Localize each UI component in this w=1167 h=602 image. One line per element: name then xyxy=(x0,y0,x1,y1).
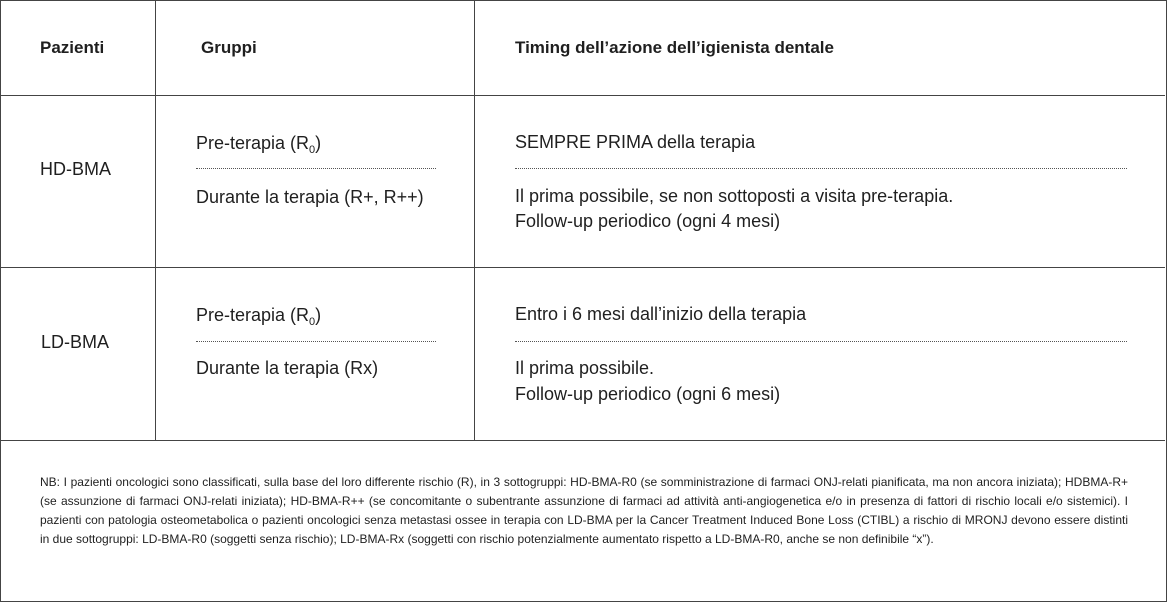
group-during-therapy: Durante la terapia (R+, R++) xyxy=(196,187,424,207)
timing-text: Follow-up periodico (ogni 4 mesi) xyxy=(515,211,781,231)
column-divider-2 xyxy=(474,1,475,440)
group-pre-therapy: Pre-terapia $(R_0)$ xyxy=(196,305,322,328)
header-patients: Pazienti xyxy=(40,38,105,57)
timing-text: Follow-up periodico (ogni 6 mesi) xyxy=(515,384,781,404)
row-divider xyxy=(0,267,1165,268)
dotted-separator xyxy=(515,341,1127,342)
patient-hd-bma: HD-BMA xyxy=(40,159,111,179)
timing-text: SEMPRE PRIMA della terapia xyxy=(515,132,756,152)
timing-text: Il prima possibile, se non sottoposti a visita pre-terapia. xyxy=(515,186,954,206)
header-divider xyxy=(0,95,1165,96)
group-during-therapy: Durante la terapia (Rx) xyxy=(196,358,379,378)
dotted-separator xyxy=(196,341,436,342)
note-divider xyxy=(0,440,1165,441)
footnote: NB: I pazienti oncologici sono classificati, sulla base del loro differente rischio (R), in 3 sottogruppi: HD-BMA-R0 (se somministrazione di farmaci ONJ-relati pianificata, ma non ancora iniziata); HDBMA-R+ (se assunzione di farmaci ONJ-relati iniziata); HD-BMA-R++ (se concomitante o subentrante assunzione di farmaci ad attività anti-angiogenetica e/o in presenza di fattori di rischio locali e/o sistemici). I pazienti con patologia osteometabolica o pazienti oncologici senza metastasi ossee in terapia con LD-BMA per la Cancer Treatment Induced Bone Loss (CTIBL) a rischio di MRONJ devono essere distinti in due sottogruppi: LD-BMA-R0 (soggetti senza rischio); LD-BMA-Rx (soggetti con rischio potenzialmente aumentato rispetto a LD-BMA-R0, anche se non definibile “x”). xyxy=(40,475,1128,546)
timing-text: Il prima possibile. xyxy=(515,358,655,378)
header-timing: Timing dell’azione dell’igienista dentale xyxy=(515,38,834,57)
group-pre-therapy: Pre-terapia $(R_0)$ xyxy=(196,133,322,156)
timing-text: Entro i 6 mesi dall’inizio della terapia xyxy=(515,304,807,324)
header-groups: Gruppi xyxy=(201,38,257,57)
patient-ld-bma: LD-BMA xyxy=(41,332,110,352)
dotted-separator xyxy=(515,168,1127,169)
dotted-separator xyxy=(196,168,436,169)
column-divider-1 xyxy=(155,1,156,440)
